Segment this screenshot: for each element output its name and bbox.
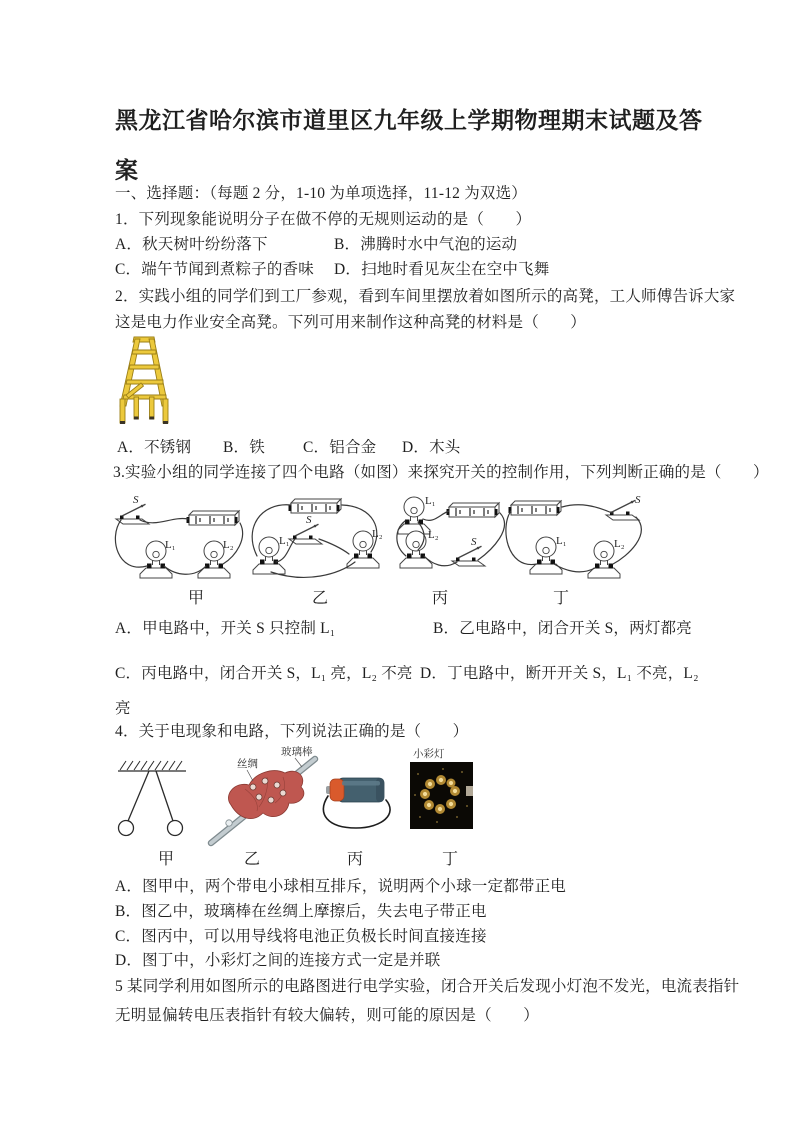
lamp2-label: L₂ bbox=[372, 528, 383, 540]
figure-label-ding: 丁 bbox=[442, 851, 459, 868]
q4-option-b: B．图乙中，玻璃棒在丝绸上摩擦后，失去电子带正电 bbox=[115, 903, 487, 920]
switch-label: S bbox=[635, 494, 641, 506]
q1-stem: 1．下列现象能说明分子在做不停的无规则运动的是（ ） bbox=[115, 211, 532, 228]
charged-balls-figure bbox=[112, 757, 194, 845]
q5-stem-line2: 无明显偏转电压表指针有较大偏转，则可能的原因是（ ） bbox=[115, 1007, 539, 1024]
q1-option-a: A．秋天树叶纷纷落下 bbox=[115, 236, 268, 253]
q1-option-d: D．扫地时看见灰尘在空中飞舞 bbox=[334, 261, 550, 278]
q2-option-a: A．不锈钢 bbox=[117, 439, 192, 456]
switch-label: S bbox=[133, 494, 139, 506]
lamp1-label: L₁ bbox=[165, 539, 176, 551]
glass-rod-annotation: 玻璃棒 bbox=[281, 747, 313, 758]
q3-stem: 3.实验小组的同学连接了四个电路（如图）来探究开关的控制作用，下列判断正确的是（ ） bbox=[113, 464, 769, 481]
battery-wire-figure bbox=[318, 768, 396, 834]
glass-rod-silk-figure bbox=[195, 743, 323, 855]
lamp2-label: L₂ bbox=[428, 529, 439, 541]
page-title: 黑龙江省哈尔滨市道里区九年级上学期物理期末试题及答案 bbox=[115, 108, 703, 183]
q2-option-c: C．铝合金 bbox=[303, 439, 377, 456]
q2-option-b: B．铁 bbox=[223, 439, 265, 456]
switch-label: S bbox=[471, 536, 477, 548]
q3-option-a: A．甲电路中，开关 S 只控制 L₁ bbox=[115, 620, 336, 637]
lamp1-label: L₁ bbox=[279, 535, 290, 547]
q4-stem: 4．关于电现象和电路，下列说法正确的是（ ） bbox=[115, 723, 469, 740]
fairy-lights-photo bbox=[410, 762, 473, 829]
q3-option-c: C．丙电路中，闭合开关 S，L₁ 亮，L₂ 不亮 bbox=[115, 665, 413, 682]
q4-option-c: C．图丙中，可以用导线将电池正负极长时间直接连接 bbox=[115, 928, 487, 945]
circuit-label-jia: 甲 bbox=[188, 590, 205, 607]
circuit-label-ding: 丁 bbox=[553, 590, 570, 607]
q3-option-d: D．丁电路中，断开开关 S，L₁ 不亮，L₂ bbox=[420, 665, 699, 682]
q3-option-d-continued: 亮 bbox=[115, 700, 131, 717]
lamp2-label: L₂ bbox=[614, 538, 625, 550]
q5-stem-line1: 5 某同学利用如图所示的电路图进行电学实验，闭合开关后发现小灯泡不发光，电流表指针 bbox=[115, 978, 740, 995]
switch-label: S bbox=[306, 514, 312, 526]
fairy-lights-annotation: 小彩灯 bbox=[413, 749, 445, 760]
q1-option-b: B．沸腾时水中气泡的运动 bbox=[334, 236, 518, 253]
q2-stem-line1: 2．实践小组的同学们到工厂参观，看到车间里摆放着如图所示的高凳，工人师傅告诉大家 bbox=[115, 288, 736, 305]
q2-option-d: D．木头 bbox=[402, 439, 461, 456]
lamp2-label: L₂ bbox=[223, 539, 234, 551]
section-header: 一、选择题：（每题 2 分，1-10 为单项选择，11-12 为双选） bbox=[115, 185, 527, 202]
q3-option-b: B．乙电路中，闭合开关 S，两灯都亮 bbox=[433, 620, 692, 637]
circuit-ding-figure bbox=[498, 494, 658, 586]
circuit-yi-figure bbox=[243, 494, 393, 586]
circuit-label-bing: 丙 bbox=[432, 590, 449, 607]
circuit-jia-figure bbox=[100, 494, 250, 586]
figure-label-yi: 乙 bbox=[244, 851, 261, 868]
q1-option-c: C．端午节闻到煮粽子的香味 bbox=[115, 261, 314, 278]
safety-stool-figure bbox=[113, 336, 175, 428]
q4-option-d: D．图丁中，小彩灯之间的连接方式一定是并联 bbox=[115, 952, 441, 969]
silk-annotation: 丝绸 bbox=[237, 759, 258, 770]
q2-stem-line2: 这是电力作业安全高凳。下列可用来制作这种高凳的材料是（ ） bbox=[115, 314, 587, 331]
lamp1-label: L₁ bbox=[425, 495, 436, 507]
figure-label-jia: 甲 bbox=[158, 851, 175, 868]
figure-label-bing: 丙 bbox=[347, 851, 364, 868]
q4-option-a: A．图甲中，两个带电小球相互排斥，说明两个小球一定都带正电 bbox=[115, 878, 566, 895]
circuit-label-yi: 乙 bbox=[312, 590, 329, 607]
lamp1-label: L₁ bbox=[556, 535, 567, 547]
